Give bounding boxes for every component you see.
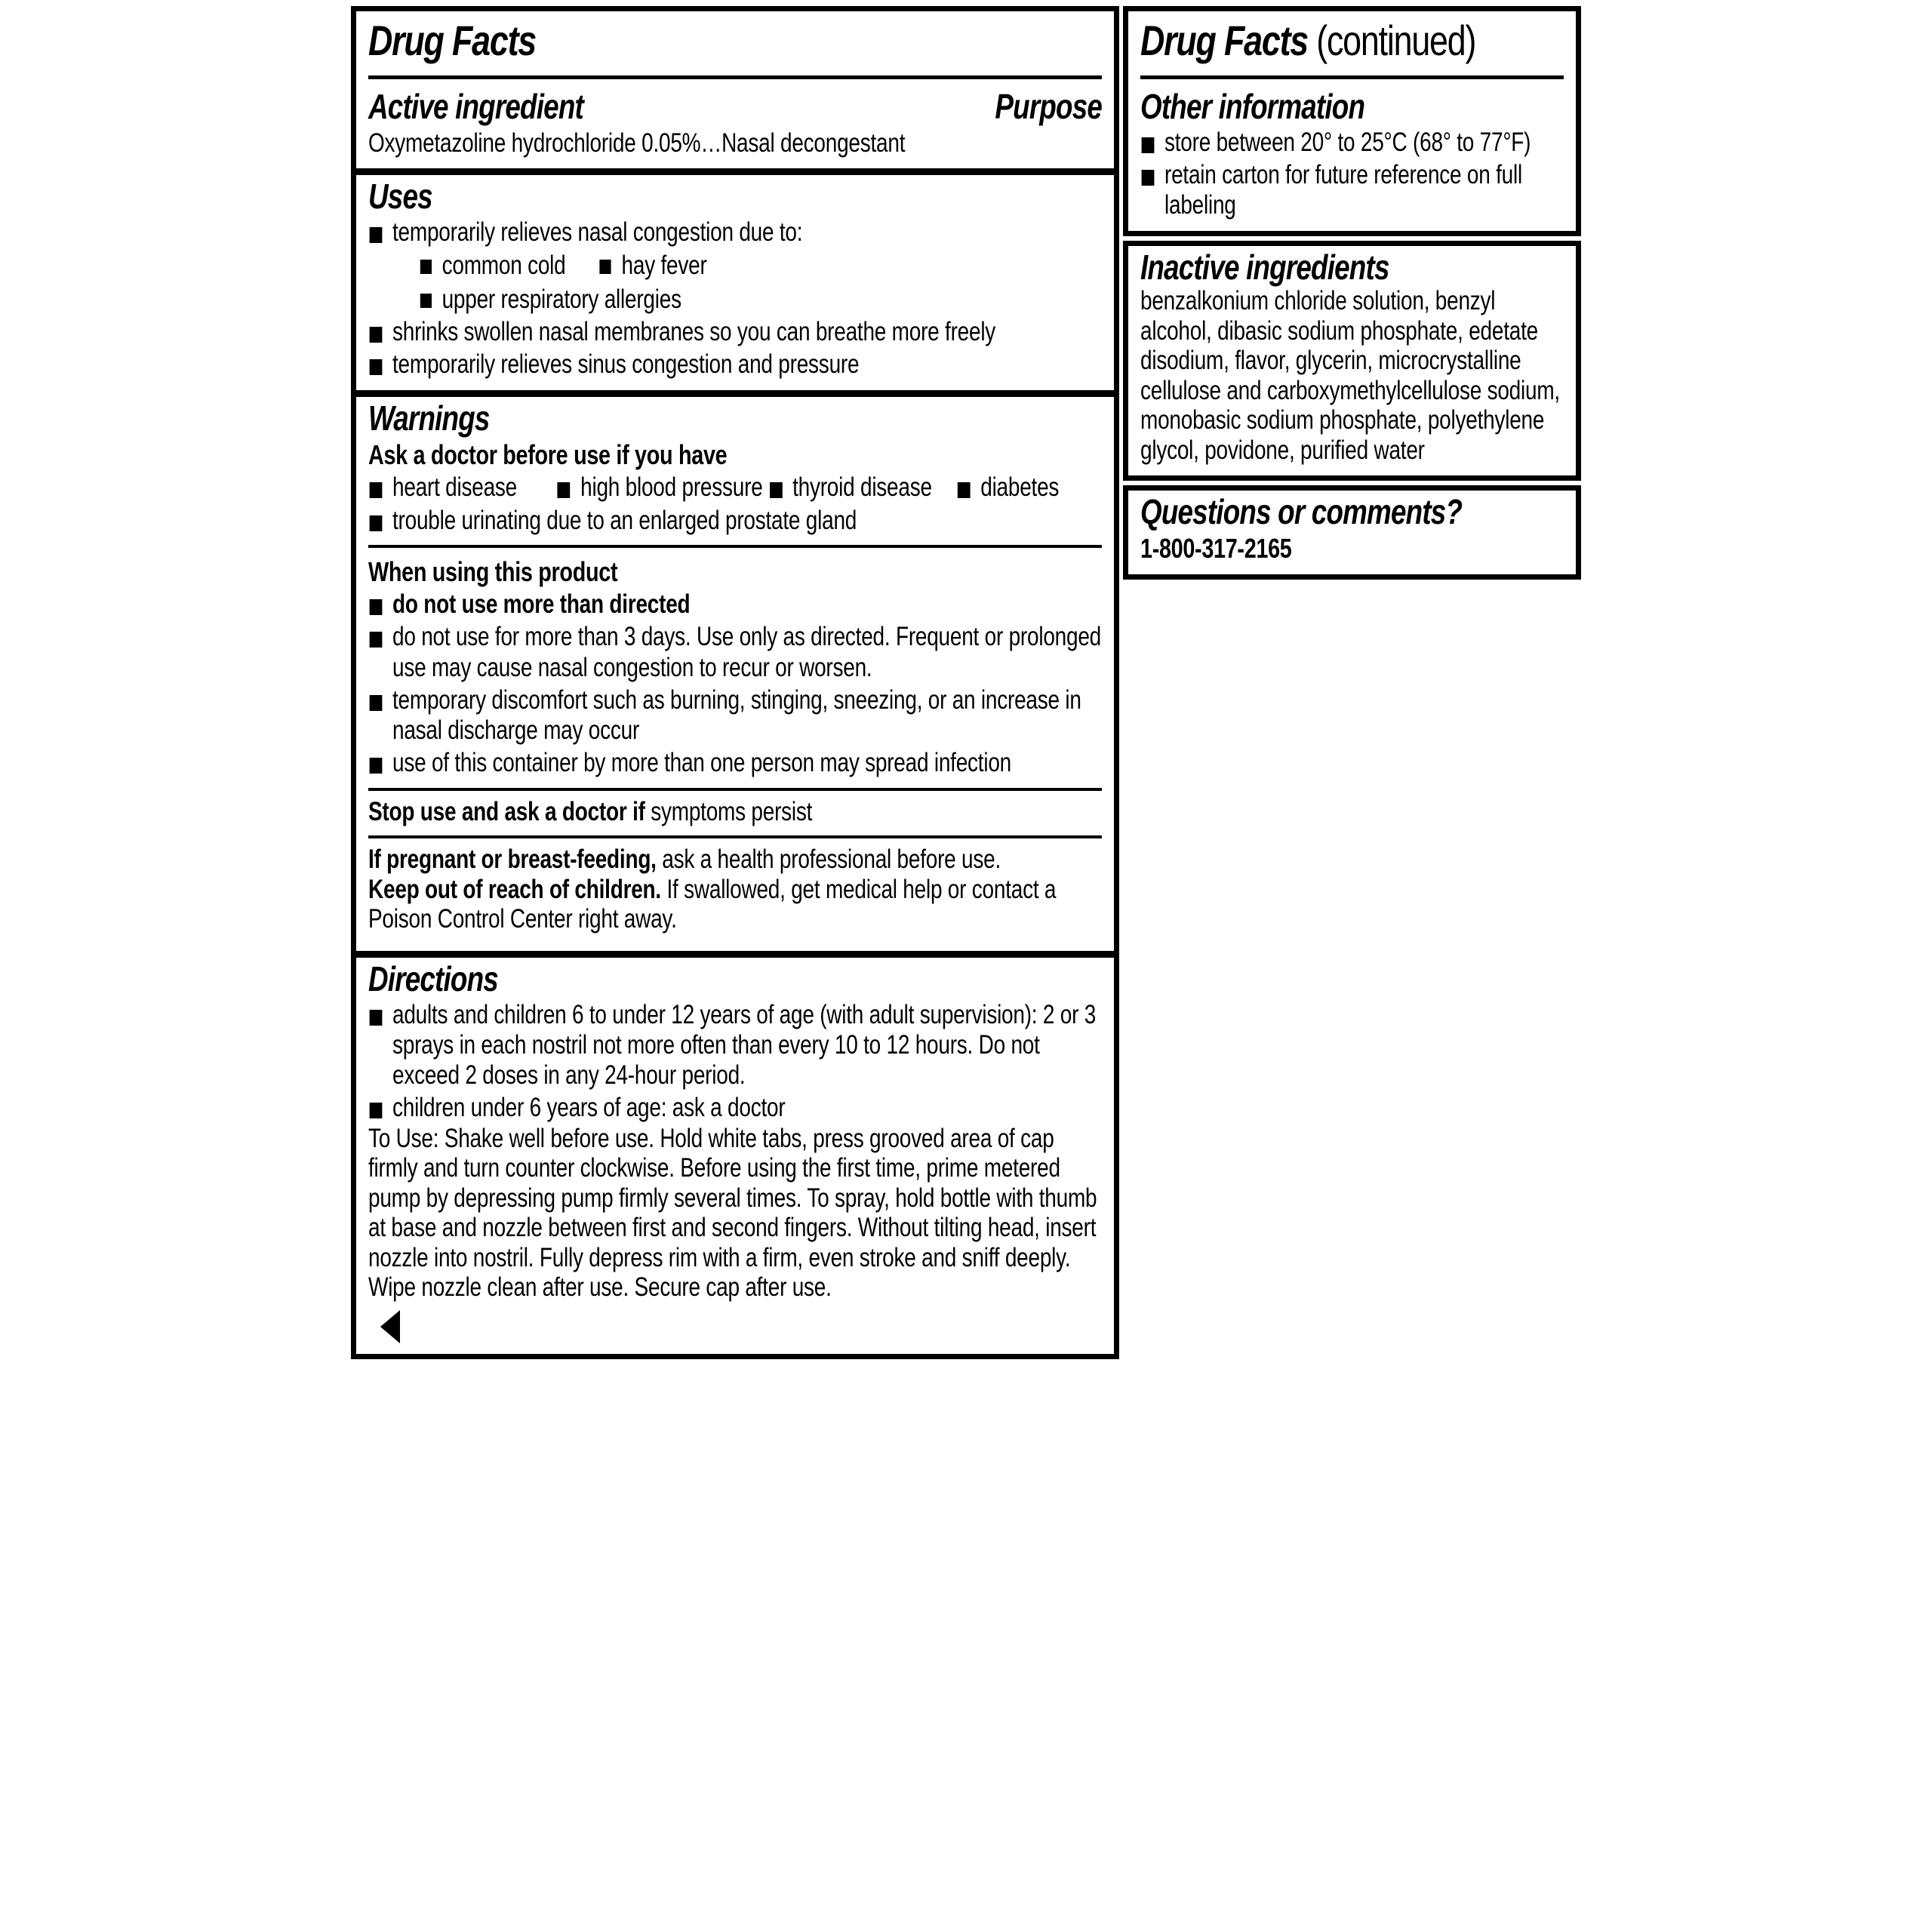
uses-heading: Uses (368, 177, 432, 217)
other-information-heading: Other information (1140, 86, 1365, 126)
purpose-heading: Purpose (995, 86, 1102, 126)
stop-use-line (368, 797, 1102, 827)
directions-divider (356, 951, 1114, 958)
continued-title-bold: Drug Facts (1140, 17, 1308, 64)
directions-section (356, 958, 1114, 1354)
continuation-arrow-icon (380, 1310, 400, 1343)
questions-box (1123, 485, 1581, 580)
continued-title-section (1128, 19, 1576, 69)
active-ingredient-heading: Active ingredient (368, 86, 583, 126)
when-using-list (368, 589, 1102, 779)
warnings-divider (356, 390, 1114, 397)
uses-section (356, 178, 1114, 384)
uses-item-1: shrinks swollen nasal membranes so you can breathe more freely (368, 317, 1102, 347)
inactive-ingredients-heading: Inactive ingredients (1140, 248, 1389, 288)
when-using-item-2: temporary discomfort such as burning, stinging, sneezing, or an increase in nasal discharge may occur (368, 685, 1102, 746)
children-bold: Keep out of reach of children. (368, 874, 661, 904)
uses-subitem-0: common cold (419, 251, 592, 281)
stop-use-section (356, 791, 1114, 832)
other-information-item-0: store between 20° to 25°C (68° to 77°F) (1140, 128, 1564, 158)
uses-subitem-1: hay fever (598, 251, 706, 281)
pregnancy-children-section (356, 838, 1114, 945)
active-ingredient-line: Oxymetazoline hydrochloride 0.05%…Nasal decongestant (368, 128, 906, 158)
inactive-ingredients-section (1128, 249, 1576, 475)
other-information-box (1123, 6, 1581, 236)
active-ingredient-section (356, 79, 1114, 163)
stop-use-rest: symptoms persist (645, 796, 813, 826)
other-information-list (1140, 128, 1564, 221)
ask-doctor-item-1: high blood pressure (556, 472, 762, 503)
children-line (368, 875, 1102, 934)
directions-item-1: children under 6 years of age: ask a doctor (368, 1093, 1102, 1123)
ask-doctor-list (368, 470, 1102, 536)
uses-divider (356, 168, 1114, 175)
uses-sublist (392, 248, 1102, 315)
directions-item-0: adults and children 6 to under 12 years of age (with adult supervision): 2 or 3 sprays in each nostril not more often than every 10 to 12 hours. Do not exceed 2 doses in any 24-hour period. (368, 1000, 1102, 1091)
inactive-ingredients-text: benzalkonium chloride solution, benzyl alcohol, dibasic sodium phosphate, edetate disodium, flavor, glycerin, microcrystalline cellulose and carboxymethylcellulose sodium, monobasic sodium phosphate, polyethylene glycol, povidone, purified water (1140, 286, 1560, 465)
active-ingredient-heading-row (368, 85, 1102, 127)
when-using-item-0: do not use more than directed (368, 589, 1102, 620)
uses-item-0 (368, 217, 1102, 315)
left-panel (351, 6, 1119, 1359)
directions-list (368, 1000, 1102, 1124)
pregnancy-rest: ask a health professional before use. (656, 844, 1001, 875)
continued-title-regular: (continued) (1308, 17, 1476, 64)
when-using-item-3: use of this container by more than one person may spread infection (368, 748, 1102, 778)
page-title: Drug Facts (368, 17, 536, 64)
directions-to-use: To Use: Shake well before use. Hold white tabs, press grooved area of cap firmly and turn counter clockwise. Before using the first time, prime metered pump by depressing pump firmly several times. To spray, hold bottle with thumb at base and nozzle between first and second fingers. Without tilting head, insert nozzle into nostril. Fully depress rim with a firm, even stroke and sniff deeply. Wipe nozzle clean after use. Secure cap after use. (368, 1123, 1097, 1303)
inactive-ingredients-box (1123, 241, 1581, 481)
uses-item-2: temporarily relieves sinus congestion and pressure (368, 349, 1102, 380)
drug-facts-title-section (356, 19, 1114, 69)
ask-doctor-item-4: trouble urinating due to an enlarged prostate gland (368, 506, 1102, 536)
ask-doctor-item-0: heart disease (368, 472, 551, 503)
right-panel (1123, 6, 1581, 584)
warnings-heading: Warnings (368, 398, 490, 438)
ask-doctor-item-2: thyroid disease (768, 472, 951, 503)
other-information-section (1128, 79, 1576, 232)
pregnancy-line (368, 844, 1102, 875)
children-rest: If swallowed, get medical help or contact a Poison Control Center right away. (368, 874, 1057, 934)
uses-list (368, 217, 1102, 380)
when-using-item-1: do not use for more than 3 days. Use only as directed. Frequent or prolonged use may cause nasal congestion to recur or worsen. (368, 622, 1102, 683)
questions-heading: Questions or comments? (1140, 492, 1463, 532)
directions-heading: Directions (368, 958, 498, 998)
other-information-item-1: retain carton for future reference on full labeling (1140, 160, 1564, 221)
continued-title (1140, 19, 1479, 63)
uses-subitem-2: upper respiratory allergies (419, 285, 1102, 315)
ask-doctor-item-3: diabetes (956, 472, 1059, 503)
questions-phone: 1-800-317-2165 (1140, 533, 1292, 565)
warnings-section (356, 400, 1114, 540)
when-using-section (356, 548, 1114, 783)
ask-doctor-heading: Ask a doctor before use if you have (368, 439, 728, 471)
questions-section (1128, 494, 1576, 574)
pregnancy-bold: If pregnant or breast-feeding, (368, 844, 657, 875)
uses-item-0-text: temporarily relieves nasal congestion due to: (392, 217, 803, 248)
stop-use-bold: Stop use and ask a doctor if (368, 796, 645, 826)
when-using-heading: When using this product (368, 555, 618, 587)
